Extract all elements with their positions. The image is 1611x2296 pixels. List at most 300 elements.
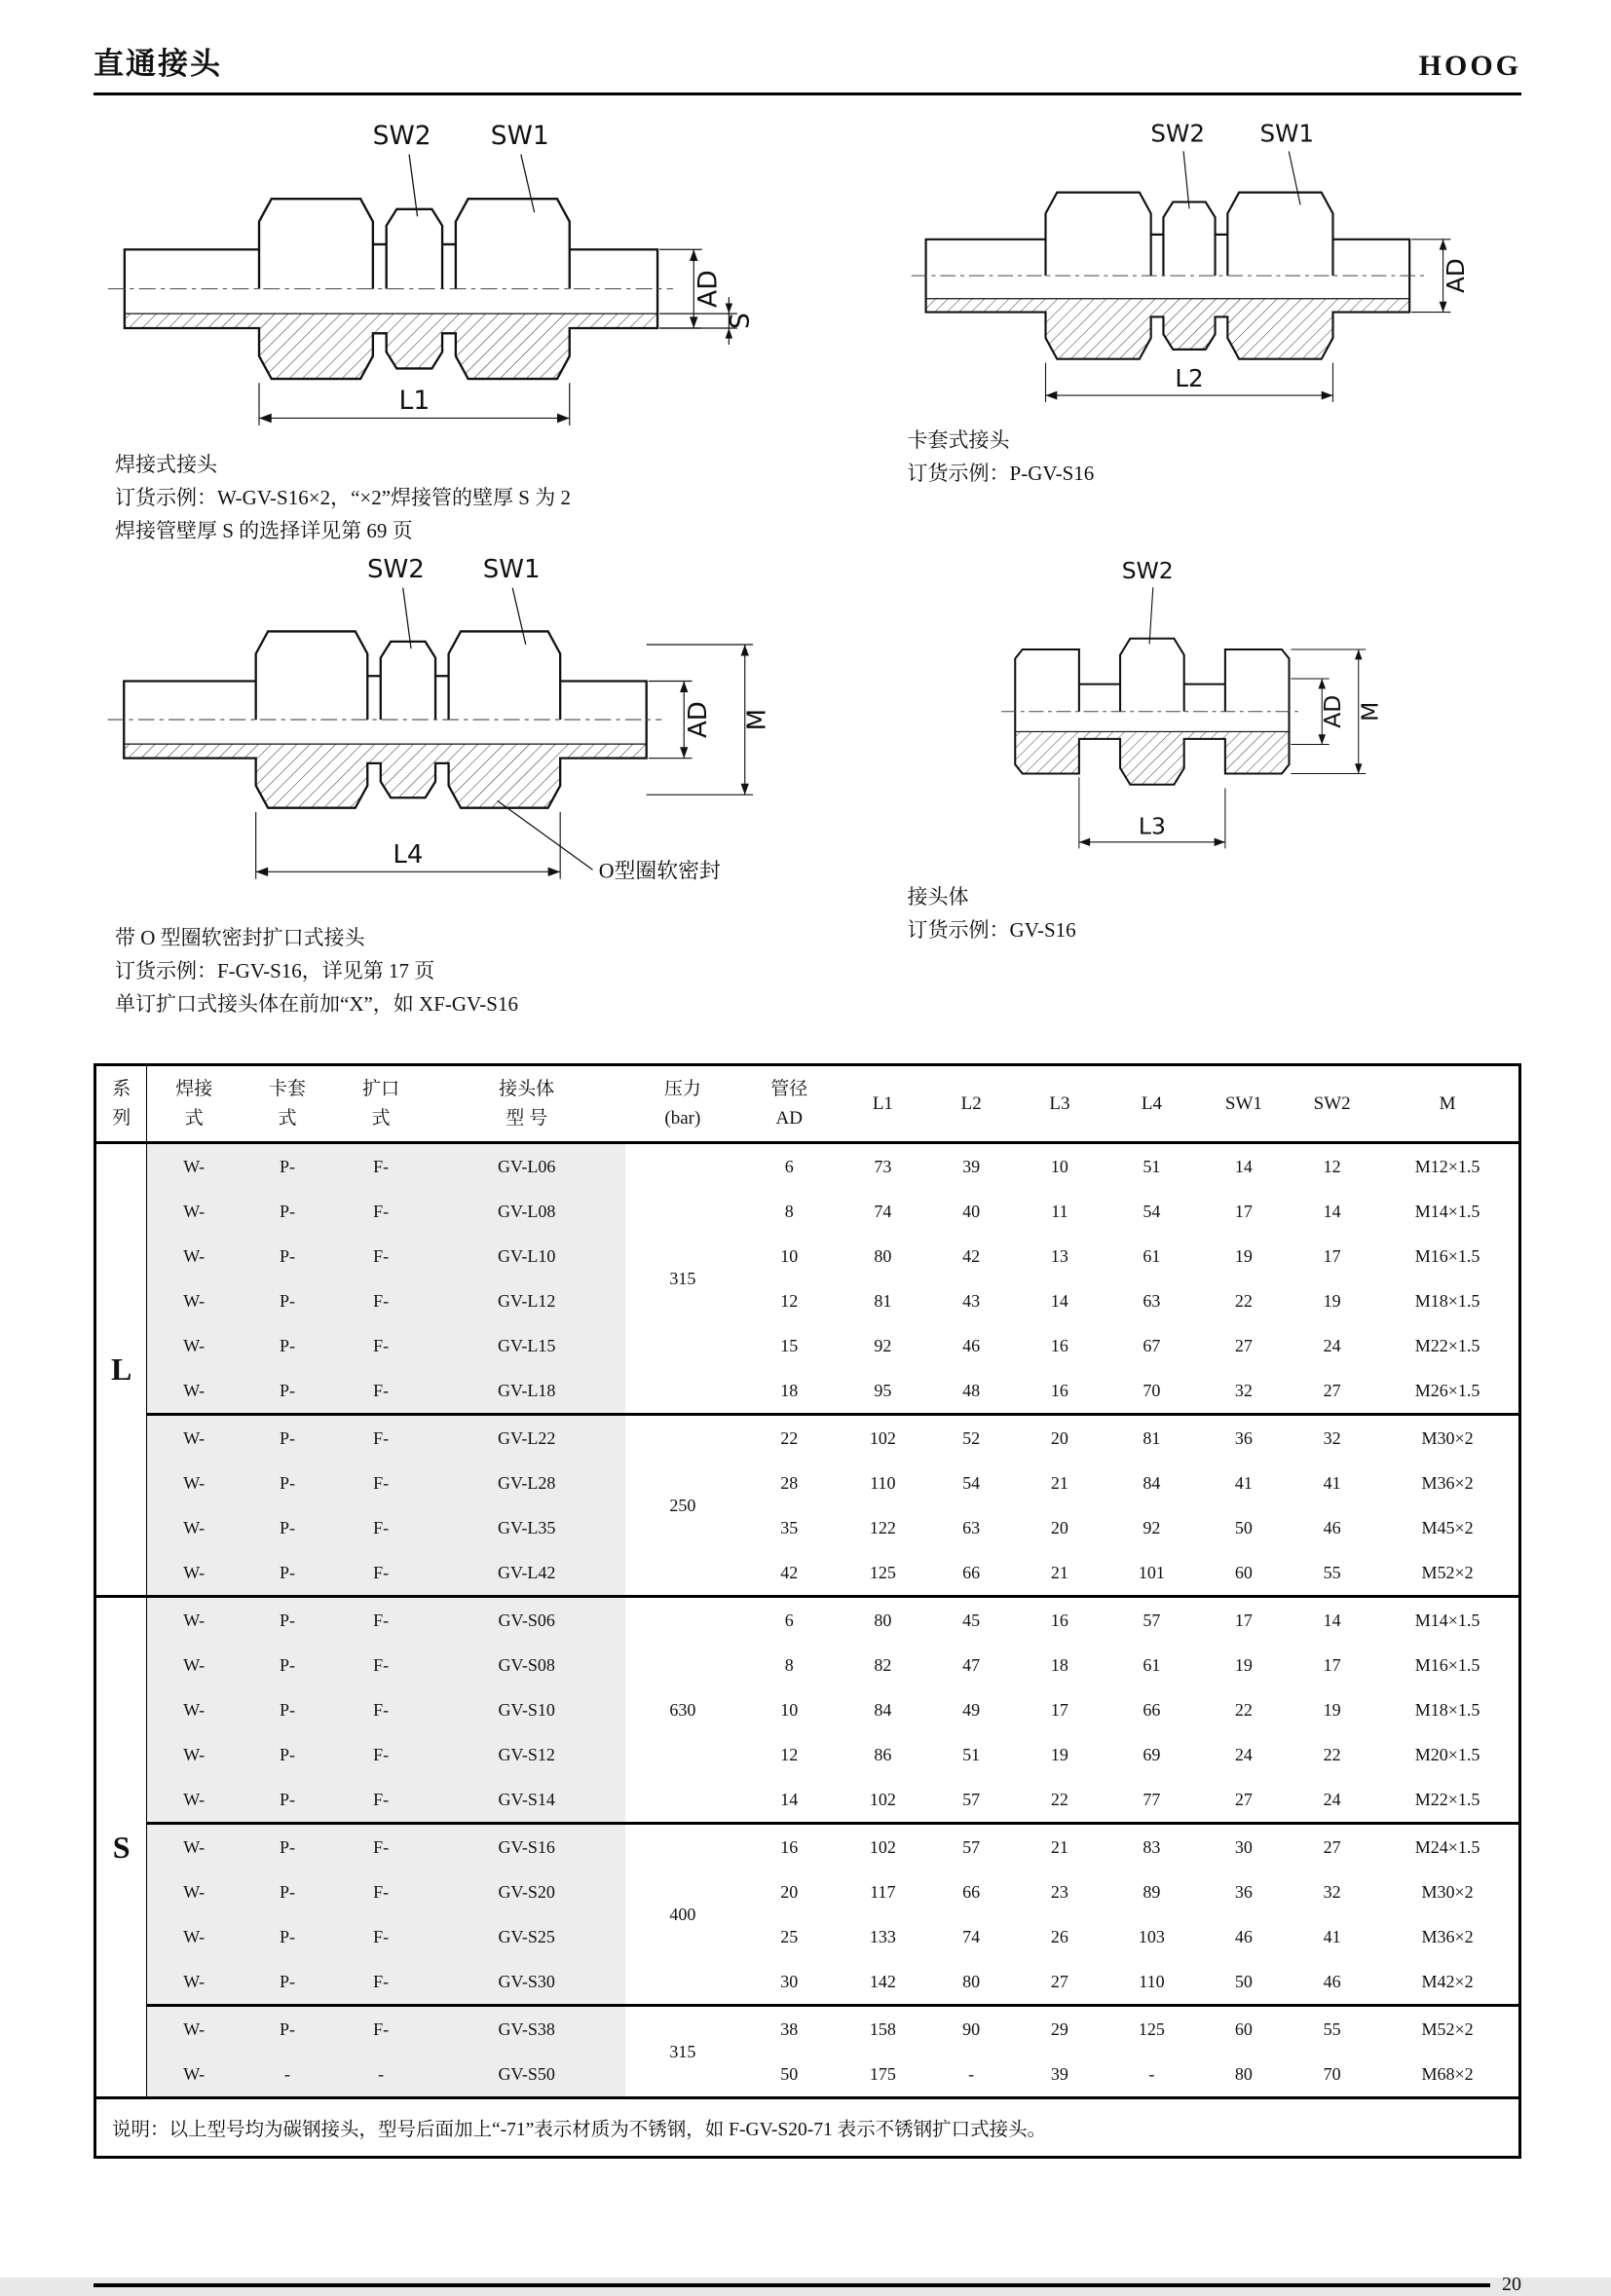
table-row	[95, 1824, 1520, 1870]
diagram-caption-line: 订货示例：F-GV-S16，详见第 17 页	[115, 959, 435, 983]
table-cell: -	[968, 2063, 975, 2084]
table-cell: P-	[241, 1959, 334, 2006]
table-cell: GV-S06	[428, 1597, 625, 1644]
table-cell: M18×1.5	[1414, 1290, 1480, 1311]
table-cell: 122	[869, 1517, 896, 1537]
table-cell: 13	[1050, 1245, 1068, 1266]
table-cell: 84	[1143, 1472, 1161, 1493]
table-cell: P-	[241, 1687, 334, 1732]
table-cell: 14	[1200, 1143, 1289, 1190]
table-cell: W-	[147, 2052, 241, 2098]
table-cell: F-	[334, 1323, 428, 1368]
table-cell: 22	[1234, 1699, 1253, 1720]
table-cell: P-	[241, 1597, 334, 1644]
ad-dim-label: AD	[1318, 694, 1346, 728]
table-cell: W-	[147, 1914, 241, 1959]
table-cell: 20	[1016, 1415, 1105, 1462]
table-cell: GV-S12	[428, 1732, 625, 1777]
table-cell: M68×2	[1421, 2063, 1474, 2084]
table-cell: P-	[241, 1189, 334, 1234]
spec-table-section	[94, 1063, 1521, 2159]
table-cell: P-	[241, 1550, 334, 1597]
pressure-cell: 400	[625, 1824, 739, 2006]
masthead	[94, 39, 1521, 95]
table-cell: 18	[780, 1380, 799, 1400]
column-header: L3	[1016, 1065, 1105, 1143]
table-cell: GV-L06	[428, 1143, 625, 1190]
table-cell: GV-L15	[428, 1323, 625, 1368]
table-cell: M20×1.5	[1414, 1744, 1480, 1764]
table-cell: F-	[334, 1870, 428, 1914]
sw2-label: SW2	[367, 555, 425, 585]
table-cell: GV-S08	[428, 1643, 625, 1687]
diagram-caption-line: 焊接管壁厚 S 的选择详见第 69 页	[115, 519, 413, 543]
table-cell: M22×1.5	[1414, 1789, 1480, 1809]
table-cell: 74	[962, 1926, 981, 1946]
table-cell: F-	[334, 1643, 428, 1687]
table-cell: 49	[962, 1699, 981, 1720]
table-cell: 102	[839, 1415, 927, 1462]
table-cell: 55	[1323, 1562, 1341, 1582]
table-cell: 41	[1234, 1472, 1253, 1493]
table-cell: GV-L18	[428, 1368, 625, 1415]
table-cell: 17	[1200, 1597, 1289, 1644]
table-cell: W-	[147, 1597, 241, 1644]
table-cell: M24×1.5	[1376, 1824, 1519, 1870]
s-dim-label: S	[725, 313, 756, 329]
table-cell: 74	[874, 1201, 892, 1221]
column-header: SW2	[1288, 1065, 1376, 1143]
diagram-grid	[94, 113, 1521, 1020]
table-cell: P-	[241, 1368, 334, 1415]
table-cell: GV-S50	[428, 2052, 625, 2098]
table-cell: 16	[1050, 1335, 1068, 1355]
table-cell: -	[241, 2052, 334, 2098]
table-cell: 61	[1143, 1654, 1161, 1675]
table-cell: 92	[874, 1335, 892, 1355]
table-cell: 12	[780, 1744, 799, 1764]
table-cell: 27	[1050, 1971, 1068, 1991]
table-cell: 15	[780, 1335, 799, 1355]
spec-table-body	[95, 1143, 1520, 2098]
spec-table-head	[95, 1065, 1520, 1143]
table-cell: P-	[241, 1824, 334, 1870]
table-row	[95, 1550, 1520, 1597]
table-cell: 17	[1050, 1699, 1068, 1720]
column-header: 系 列	[95, 1065, 147, 1143]
fitting-body-section	[902, 547, 1521, 1020]
sw2-label: SW2	[1149, 119, 1205, 148]
table-cell: P-	[241, 2006, 334, 2053]
table-cell: 42	[780, 1562, 799, 1582]
flared-union-diagram	[94, 547, 775, 917]
table-cell: GV-S30	[428, 1959, 625, 2006]
table-cell: 14	[1050, 1290, 1068, 1311]
table-cell: 18	[1050, 1654, 1068, 1675]
table-cell: 24	[1323, 1335, 1341, 1355]
table-cell: M45×2	[1421, 1517, 1474, 1537]
table-cell: F-	[334, 2006, 428, 2053]
table-cell: 60	[1200, 2006, 1289, 2053]
table-cell: 14	[780, 1789, 799, 1809]
table-cell: 84	[874, 1699, 892, 1720]
table-cell: 103	[1138, 1926, 1165, 1946]
table-cell: 17	[1234, 1201, 1253, 1221]
table-cell: 26	[1050, 1926, 1068, 1946]
table-cell: M22×1.5	[1414, 1335, 1480, 1355]
oring-seal-label: O型圈软密封	[598, 859, 721, 883]
table-cell: 70	[1143, 1380, 1161, 1400]
table-cell: GV-L28	[428, 1461, 625, 1505]
table-cell: 28	[780, 1472, 799, 1493]
table-cell: GV-S16	[428, 1824, 625, 1870]
table-cell: M26×1.5	[1414, 1380, 1480, 1400]
table-cell: 80	[839, 1597, 927, 1644]
table-cell: 14	[1288, 1597, 1376, 1644]
table-cell: 50	[1234, 1971, 1253, 1991]
table-cell: F-	[334, 1550, 428, 1597]
table-cell: 24	[1323, 1789, 1341, 1809]
table-cell: 55	[1288, 2006, 1376, 2053]
table-cell: 102	[869, 1789, 896, 1809]
table-row	[95, 1597, 1520, 1644]
table-cell: 82	[874, 1654, 892, 1675]
table-cell: 39	[1050, 2063, 1068, 2084]
table-cell: F-	[334, 1461, 428, 1505]
table-cell: 90	[927, 2006, 1016, 2053]
table-cell: W-	[147, 2006, 241, 2053]
series-cell: L	[95, 1143, 147, 1597]
pressure-cell: 315	[625, 2006, 739, 2098]
table-cell: 43	[962, 1290, 981, 1311]
diagram-caption-line: 单订扩口式接头体在前加“X”，如 XF-GV-S16	[115, 992, 518, 1017]
table-cell: 80	[962, 1971, 981, 1991]
table-cell: GV-S25	[428, 1914, 625, 1959]
table-cell: F-	[334, 1777, 428, 1824]
table-cell: M16×1.5	[1414, 1245, 1480, 1266]
column-header: 焊接 式	[147, 1065, 241, 1143]
table-cell: F-	[334, 1959, 428, 2006]
diagram-caption-line: 订货示例：P-GV-S16	[907, 461, 1095, 485]
table-cell: 19	[1234, 1654, 1253, 1675]
table-cell: 25	[780, 1926, 799, 1946]
table-cell: 57	[962, 1789, 981, 1809]
table-cell: 133	[869, 1926, 896, 1946]
table-cell: GV-L22	[428, 1415, 625, 1462]
table-cell: W-	[147, 1278, 241, 1323]
table-cell: 51	[962, 1744, 981, 1764]
table-cell: 175	[869, 2063, 896, 2084]
table-row	[95, 1914, 1520, 1959]
column-header: 接头体 型 号	[428, 1065, 625, 1143]
footer-rule	[94, 2283, 1490, 2287]
table-row	[95, 2006, 1520, 2053]
l1-dim-label: L1	[398, 385, 431, 416]
table-cell: 125	[869, 1562, 896, 1582]
sw2-label: SW2	[372, 120, 431, 151]
table-cell: 10	[780, 1245, 799, 1266]
welded-union-section	[94, 113, 869, 547]
table-cell: M36×2	[1421, 1926, 1474, 1946]
table-cell: 48	[962, 1380, 981, 1400]
table-cell: P-	[241, 1278, 334, 1323]
table-cell: F-	[334, 1189, 428, 1234]
table-cell: 14	[1323, 1201, 1341, 1221]
table-cell: W-	[147, 1368, 241, 1415]
table-cell: 125	[1104, 2006, 1199, 2053]
table-cell: P-	[241, 1914, 334, 1959]
table-cell: 46	[1234, 1926, 1253, 1946]
table-cell: W-	[147, 1824, 241, 1870]
body-fitting-diagram	[960, 547, 1399, 876]
table-cell: 57	[927, 1824, 1016, 1870]
column-header: M	[1376, 1065, 1519, 1143]
table-cell: F-	[334, 1143, 428, 1190]
clamp-union-diagram	[902, 113, 1477, 420]
pressure-cell: 630	[625, 1597, 739, 1824]
diagram-caption-line: 接头体	[907, 884, 969, 908]
sw1-label: SW1	[482, 555, 541, 585]
table-cell: M52×2	[1376, 2006, 1519, 2053]
sw1-label: SW1	[490, 120, 549, 151]
column-header: L4	[1104, 1065, 1199, 1143]
table-cell: 117	[870, 1881, 896, 1902]
table-cell: 50	[780, 2063, 799, 2084]
table-cell: M42×2	[1421, 1971, 1474, 1991]
table-cell: 32	[1323, 1881, 1341, 1902]
table-cell: GV-L42	[428, 1550, 625, 1597]
table-cell: 8	[784, 1201, 794, 1221]
table-cell: P-	[241, 1732, 334, 1777]
diagram-caption-line: 焊接式接头	[115, 453, 217, 476]
table-cell: 80	[1234, 2063, 1253, 2084]
table-cell: W-	[147, 1505, 241, 1550]
table-cell: 89	[1143, 1881, 1161, 1902]
table-cell: 67	[1143, 1335, 1161, 1355]
table-row	[95, 1189, 1520, 1234]
table-cell: 19	[1323, 1699, 1341, 1720]
table-cell: 47	[962, 1654, 981, 1675]
table-row	[95, 1643, 1520, 1687]
table-cell: 52	[927, 1415, 1016, 1462]
table-cell: P-	[241, 1323, 334, 1368]
table-cell: 110	[1139, 1971, 1165, 1991]
column-header: L1	[839, 1065, 927, 1143]
table-cell: GV-S20	[428, 1870, 625, 1914]
sw1-label: SW1	[1259, 119, 1314, 148]
table-cell: 80	[874, 1245, 892, 1266]
table-cell: P-	[241, 1461, 334, 1505]
table-cell: 45	[927, 1597, 1016, 1644]
table-cell: 22	[740, 1415, 839, 1462]
table-cell: GV-L35	[428, 1505, 625, 1550]
welded-union-diagram	[94, 113, 756, 444]
table-row	[95, 1870, 1520, 1914]
table-cell: 24	[1234, 1744, 1253, 1764]
m-dim-label: M	[742, 708, 772, 731]
table-cell: W-	[147, 1323, 241, 1368]
table-note: 说明：以上型号均为碳钢接头，型号后面加上“-71”表示材质为不锈钢，如 F-GV-S20-71 表示不锈钢扩口式接头。	[95, 2098, 1520, 2158]
table-cell: F-	[334, 1597, 428, 1644]
table-cell: W-	[147, 1643, 241, 1687]
table-cell: 22	[1050, 1789, 1068, 1809]
table-cell: 46	[1323, 1517, 1341, 1537]
column-header: 扩口 式	[334, 1065, 428, 1143]
diagram-caption-line: 卡套式接头	[907, 427, 1010, 452]
table-row	[95, 1323, 1520, 1368]
table-cell: M14×1.5	[1414, 1201, 1480, 1221]
table-cell: 36	[1200, 1415, 1289, 1462]
table-cell: 20	[1050, 1517, 1068, 1537]
table-cell: 63	[962, 1517, 981, 1537]
table-cell: F-	[334, 1824, 428, 1870]
table-cell: M52×2	[1421, 1562, 1474, 1582]
table-cell: M30×2	[1421, 1881, 1474, 1902]
spec-table-head-row	[95, 1065, 1520, 1143]
table-cell: 73	[839, 1143, 927, 1190]
table-cell: 101	[1138, 1562, 1165, 1582]
table-cell: 21	[1050, 1562, 1068, 1582]
table-cell: GV-S10	[428, 1687, 625, 1732]
l3-dim-label: L3	[1138, 812, 1166, 840]
table-row	[95, 2052, 1520, 2098]
table-cell: 46	[1323, 1971, 1341, 1991]
diagram-caption-line: 订货示例：GV-S16	[907, 917, 1076, 942]
table-cell: 12	[1288, 1143, 1376, 1190]
pressure-cell: 315	[625, 1143, 739, 1415]
ad-dim-label: AD	[693, 270, 724, 308]
ad-dim-label: AD	[684, 701, 714, 739]
column-header: 压力 (bar)	[625, 1065, 739, 1143]
table-cell: 86	[874, 1744, 892, 1764]
column-header: SW1	[1200, 1065, 1289, 1143]
table-cell: 39	[927, 1143, 1016, 1190]
spec-table	[94, 1063, 1521, 2159]
l2-dim-label: L2	[1174, 364, 1204, 393]
table-cell: P-	[241, 1777, 334, 1824]
table-cell: P-	[241, 1143, 334, 1190]
note-row	[95, 2098, 1520, 2158]
table-cell: F-	[334, 1505, 428, 1550]
table-row	[95, 1687, 1520, 1732]
clamp-union-section	[902, 113, 1521, 547]
table-cell: 50	[1234, 1517, 1253, 1537]
table-cell: 81	[1104, 1415, 1199, 1462]
table-cell: W-	[147, 1461, 241, 1505]
table-cell: F-	[334, 1415, 428, 1462]
table-cell: 54	[962, 1472, 981, 1493]
column-header: 管径 AD	[740, 1065, 839, 1143]
table-cell: 27	[1234, 1789, 1253, 1809]
table-cell: 10	[780, 1699, 799, 1720]
table-cell: 102	[839, 1824, 927, 1870]
table-cell: P-	[241, 1643, 334, 1687]
table-cell: 41	[1323, 1472, 1341, 1493]
table-cell: GV-L12	[428, 1278, 625, 1323]
table-cell: F-	[334, 1234, 428, 1278]
table-cell: 51	[1104, 1143, 1199, 1190]
table-cell: 22	[1234, 1290, 1253, 1311]
brand-logo: HOOG	[1418, 50, 1521, 82]
table-cell: -	[1148, 2063, 1155, 2084]
table-cell: 22	[1323, 1744, 1341, 1764]
table-cell: P-	[241, 1870, 334, 1914]
diagram-caption-line: 订货示例：W-GV-S16×2，“×2”焊接管的壁厚 S 为 2	[115, 486, 571, 510]
table-cell: 35	[780, 1517, 799, 1537]
table-cell: 32	[1288, 1415, 1376, 1462]
table-cell: M16×1.5	[1414, 1654, 1480, 1675]
table-cell: 32	[1234, 1380, 1253, 1400]
table-cell: 61	[1143, 1245, 1161, 1266]
diagram-caption-line: 带 O 型圈软密封扩口式接头	[115, 926, 365, 950]
page-number: 20	[1502, 2274, 1521, 2296]
table-cell: 19	[1234, 1245, 1253, 1266]
table-cell: W-	[147, 1234, 241, 1278]
table-cell: W-	[147, 1189, 241, 1234]
table-cell: -	[334, 2052, 428, 2098]
table-row	[95, 1368, 1520, 1415]
table-cell: M30×2	[1376, 1415, 1519, 1462]
table-cell: 20	[780, 1881, 799, 1902]
table-cell: 83	[1104, 1824, 1199, 1870]
table-cell: 38	[740, 2006, 839, 2053]
table-cell: 6	[740, 1143, 839, 1190]
table-cell: 36	[1234, 1881, 1253, 1902]
table-cell: 12	[780, 1290, 799, 1311]
page-title: 直通接头	[94, 47, 222, 81]
table-cell: 8	[784, 1654, 794, 1675]
pressure-cell: 250	[625, 1415, 739, 1597]
table-cell: 70	[1323, 2063, 1341, 2084]
table-cell: 30	[780, 1971, 799, 1991]
table-cell: 19	[1323, 1290, 1341, 1311]
table-cell: 158	[839, 2006, 927, 2053]
table-cell: 77	[1143, 1789, 1161, 1809]
table-cell: F-	[334, 1732, 428, 1777]
table-row	[95, 1143, 1520, 1190]
table-cell: 81	[874, 1290, 892, 1311]
table-cell: F-	[334, 1368, 428, 1415]
table-cell: W-	[147, 1777, 241, 1824]
table-cell: W-	[147, 1959, 241, 2006]
table-cell: W-	[147, 1143, 241, 1190]
table-cell: P-	[241, 1505, 334, 1550]
series-cell: S	[95, 1597, 147, 2098]
table-cell: P-	[241, 1234, 334, 1278]
table-cell: M18×1.5	[1414, 1699, 1480, 1720]
table-cell: 46	[962, 1335, 981, 1355]
table-cell: 6	[740, 1597, 839, 1644]
table-cell: 60	[1234, 1562, 1253, 1582]
table-cell: 66	[962, 1881, 981, 1902]
table-cell: GV-S14	[428, 1777, 625, 1824]
table-cell: 66	[962, 1562, 981, 1582]
table-cell: 69	[1143, 1744, 1161, 1764]
sw2-label: SW2	[1121, 556, 1174, 584]
table-cell: 23	[1050, 1881, 1068, 1902]
m-dim-label: M	[1355, 701, 1383, 722]
table-cell: 16	[1050, 1380, 1068, 1400]
table-cell: M36×2	[1421, 1472, 1474, 1493]
column-header: 卡套 式	[241, 1065, 334, 1143]
column-header: L2	[927, 1065, 1016, 1143]
table-cell: GV-L08	[428, 1189, 625, 1234]
table-cell: 41	[1323, 1926, 1341, 1946]
table-cell: W-	[147, 1550, 241, 1597]
table-row	[95, 1959, 1520, 2006]
table-cell: 19	[1050, 1744, 1068, 1764]
table-cell: GV-L10	[428, 1234, 625, 1278]
